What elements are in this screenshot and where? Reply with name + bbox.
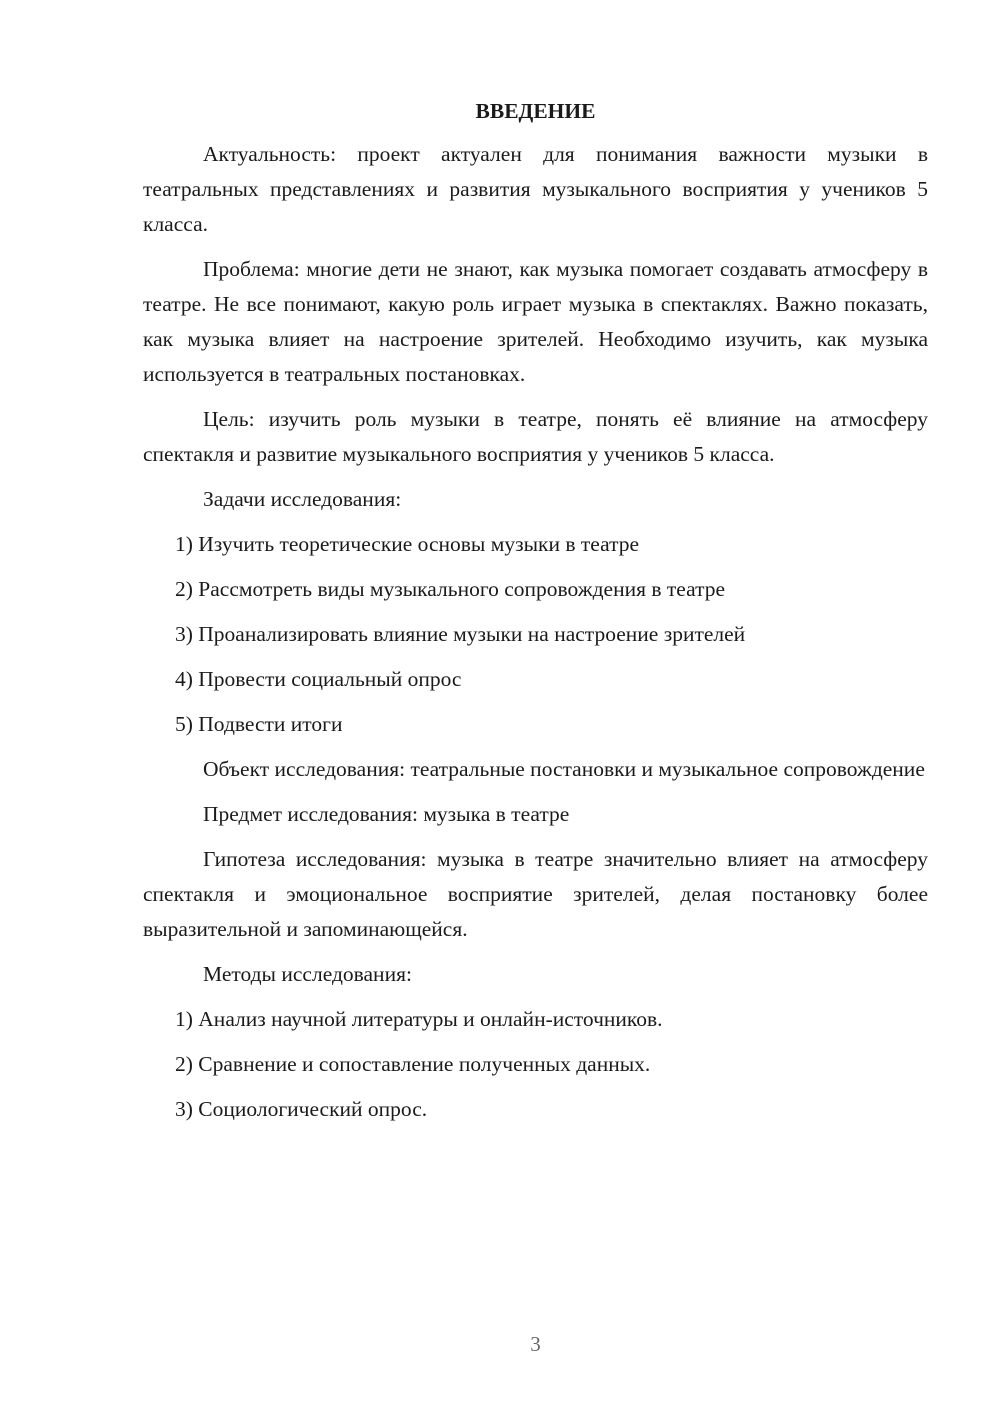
- methods-heading: Методы исследования:: [203, 962, 412, 986]
- subject-paragraph: Предмет исследования: музыка в театре: [203, 802, 570, 826]
- task-item: 3) Проанализировать влияние музыки на настроение зрителей: [175, 622, 746, 646]
- page-title: ВВЕДЕНИЕ: [475, 99, 596, 123]
- page-number: 3: [530, 1332, 541, 1356]
- task-item: 4) Провести социальный опрос: [175, 667, 462, 691]
- goal-paragraph: Цель: изучить роль музыки в театре, понять её влияние на атмосферу спектакля и развитие музыкального восприятия у учеников 5 класса.: [143, 407, 928, 466]
- hypothesis-paragraph: Гипотеза исследования: музыка в театре значительно влияет на атмосферу спектакля и эмоциональное восприятие зрителей, делая постановку более выразительной и запоминающейся.: [143, 847, 928, 941]
- tasks-heading: Задачи исследования:: [203, 487, 402, 511]
- task-item: 5) Подвести итоги: [175, 712, 343, 736]
- task-item: 2) Рассмотреть виды музыкального сопровождения в театре: [175, 577, 726, 601]
- method-item: 1) Анализ научной литературы и онлайн-источников.: [175, 1007, 663, 1031]
- document-page: [143, 95, 928, 1137]
- method-item: 2) Сравнение и сопоставление полученных данных.: [175, 1052, 651, 1076]
- problem-paragraph: Проблема: многие дети не знают, как музыка помогает создавать атмосферу в театре. Не все понимают, какую роль играет музыка в спектаклях. Важно показать, как музыка влияет на настроение зрителей. Необходимо изучить, как музыка используется в театральных постановках.: [143, 257, 928, 386]
- task-item: 1) Изучить теоретические основы музыки в театре: [175, 532, 640, 556]
- relevance-paragraph: Актуальность: проект актуален для понимания важности музыки в театральных представлениях и развития музыкального восприятия у учеников 5 класса.: [143, 142, 928, 236]
- method-item: 3) Социологический опрос.: [175, 1097, 428, 1121]
- object-paragraph: Объект исследования: театральные постановки и музыкальное сопровождение: [203, 757, 925, 781]
